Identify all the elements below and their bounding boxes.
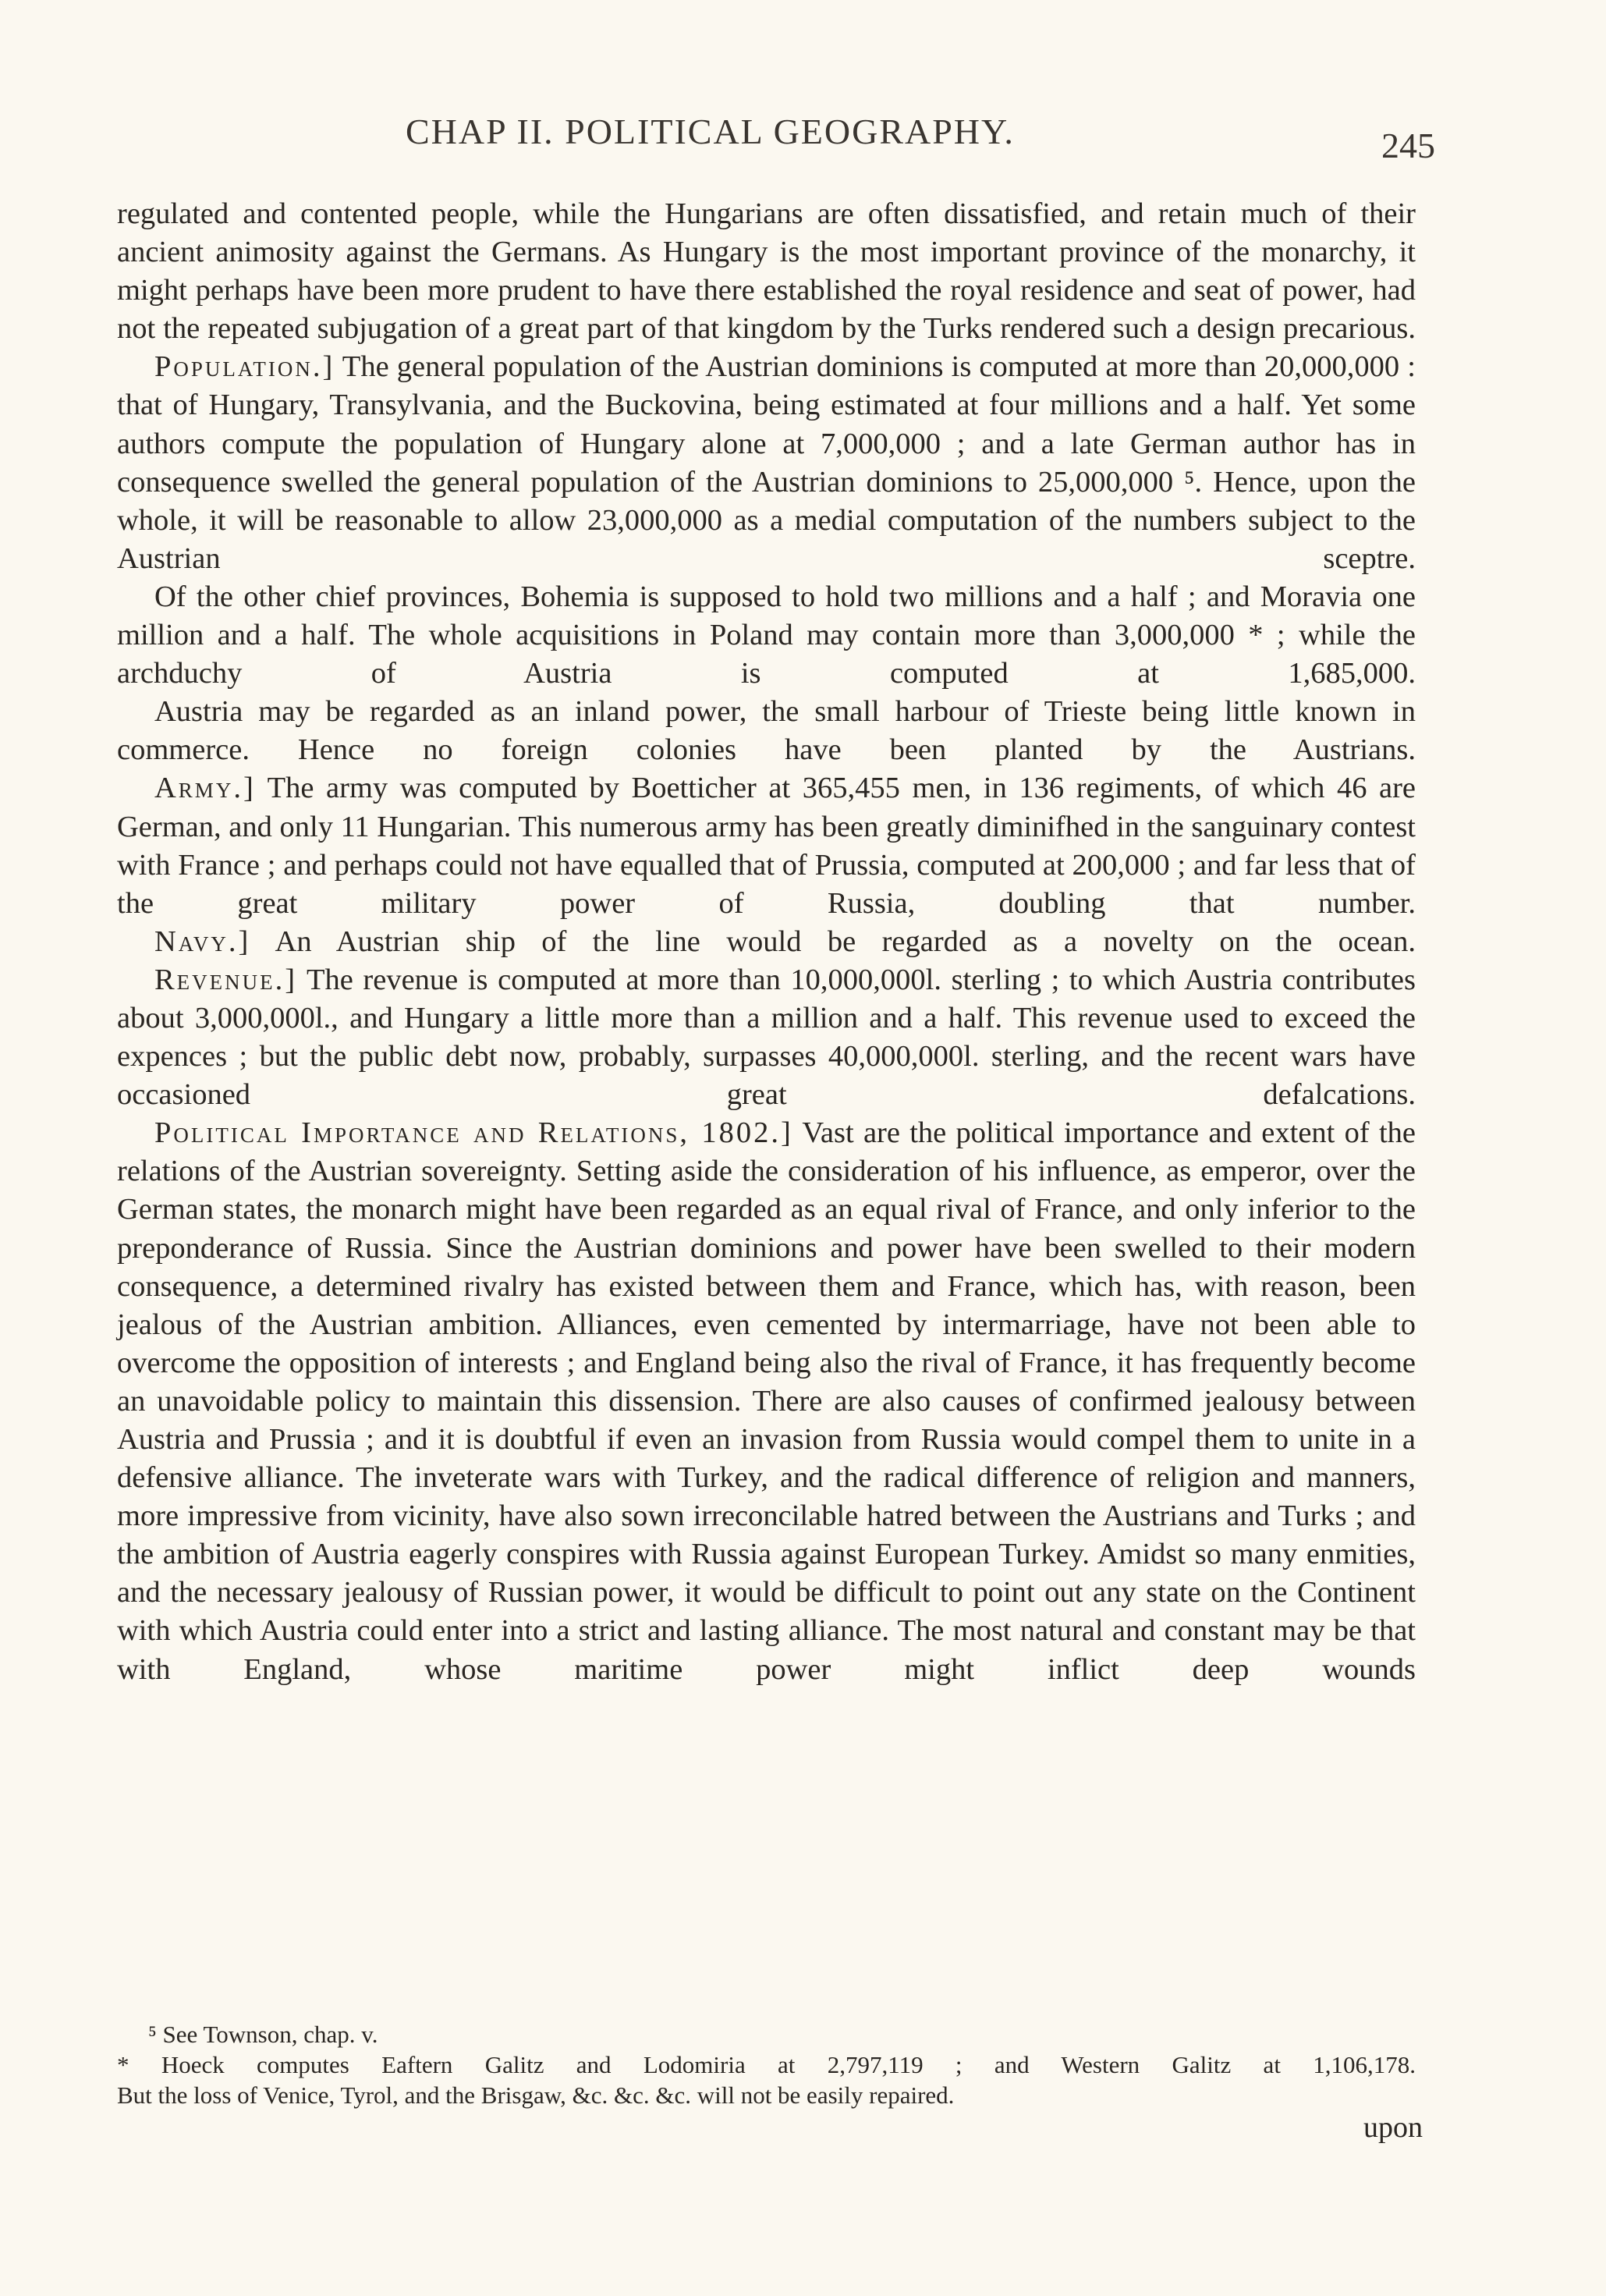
paragraph-revenue xyxy=(117,961,1416,1114)
footnote-asterisk: * Hoeck computes Eaftern Galitz and Lodomiria at 2,797,119 ; and Western Galitz at 1,106,178. xyxy=(117,2051,1416,2078)
paragraph-army xyxy=(117,769,1416,922)
section-heading-army: Army.] xyxy=(154,772,256,805)
running-head xyxy=(117,111,1435,165)
paragraph-continuation: regulated and contented people, while the Hungarians are often dissatisfied, and retain much of their ancient animosity against the Germans. As Hungary is the most important province of the monarchy, it might perhaps have been more prudent to have there established the royal residence and seat of power, had not the repeated subjugation of a great part of that kingdom by the Turks rendered such a design precarious. xyxy=(117,197,1416,346)
paragraph-provinces: Of the other chief provinces, Bohemia is supposed to hold two millions and a half ; and Moravia one million and a half. The whole acquisitions in Poland may contain more than 3,000,000 * ; while the archduchy of Austria is computed at 1,685,000. xyxy=(117,580,1416,690)
paragraph-text: The revenue is computed at more than 10,000,000l. sterling ; to which Austria contributes about 3,000,000l., and Hungary a little more than a million and a half. This revenue used to exceed the expences ; but the public debt now, probably, surpasses 40,000,000l. sterling, and the recent wars have occasioned great defalcations. xyxy=(117,963,1416,1112)
paragraph-text: The army was computed by Boetticher at 365,455 men, in 136 regiments, of which 46 are German, and only 11 Hungarian. This numerous army has been greatly diminifhed in the sanguinary contest with France ; and perhaps could not have equalled that of Prussia, computed at 200,000 ; and far less that of the great military power of Russia, doubling that number. xyxy=(117,772,1416,920)
paragraph-population xyxy=(117,348,1416,578)
paragraph-political-importance xyxy=(117,1114,1416,1688)
page-number: 245 xyxy=(1381,126,1435,165)
running-title: CHAP II. POLITICAL GEOGRAPHY. xyxy=(406,112,1015,151)
section-heading-revenue: Revenue.] xyxy=(154,963,298,996)
footnote-asterisk-continuation: But the loss of Venice, Tyrol, and the Brisgaw, &c. &c. &c. will not be easily repaired. xyxy=(117,2081,955,2109)
footnotes xyxy=(117,2019,1416,2110)
paragraph-inland-power: Austria may be regarded as an inland power, the small harbour of Trieste being little known in commerce. Hence no foreign colonies have been planted by the Austrians. xyxy=(117,695,1416,767)
paragraph-text: An Austrian ship of the line would be regarded as a novelty on the ocean. xyxy=(275,924,1416,958)
paragraph-text: The general population of the Austrian dominions is computed at more than 20,000,000 : that of Hungary, Transylvania, and the Buckovina, being estimated at four millions and a half. Yet some authors compute the population of Hungary alone at 7,000,000 ; and a late German author has in consequence swelled the general population of the Austrian dominions to 25,000,000 ⁵. Hence, upon the whole, it will be reasonable to allow 23,000,000 as a medial computation of the numbers subject to the Austrian sceptre. xyxy=(117,350,1416,575)
section-heading-population: Population.] xyxy=(154,350,335,384)
section-heading-navy: Navy.] xyxy=(154,924,251,958)
body-text xyxy=(117,195,1416,1689)
footnote-5: ⁵ See Townson, chap. v. xyxy=(148,2021,378,2048)
catchword: upon xyxy=(1363,2111,1423,2144)
section-heading-political-importance: Political Importance and Relations, 1802.] xyxy=(154,1116,793,1150)
paragraph-text: Vast are the political importance and extent of the relations of the Austrian sovereignty. Setting aside the consideration of his influence, as emperor, over the German states, the monarch might have been regarded as an equal rival of France, and only inferior to the preponderance of Russia. Since the Austrian dominions and power have been swelled to their modern consequence, a determined rivalry has existed between them and France, which has, with reason, been jealous of the Austrian ambition. Alliances, even cemented by intermarriage, have not been able to overcome the opposition of interests ; and England being also the rival of France, it has frequently become an unavoidable policy to maintain this dissension. There are also causes of confirmed jealousy between Austria and Prussia ; and it is doubtful if even an invasion from Russia would compel them to unite in a defensive alliance. The inveterate wars with Turkey, and the radical difference of religion and manners, more impressive from vicinity, have also sown irreconcilable hatred between the Austrians and Turks ; and the ambition of Austria eagerly conspires with Russia against European Turkey. Amidst so many enmities, and the necessary jealousy of Russian power, it would be difficult to point out any state on the Continent with which Austria could enter into a strict and lasting alliance. The most natural and constant may be that with England, whose maritime power might inflict deep wounds xyxy=(117,1116,1416,1686)
paragraph-navy xyxy=(117,923,1416,961)
